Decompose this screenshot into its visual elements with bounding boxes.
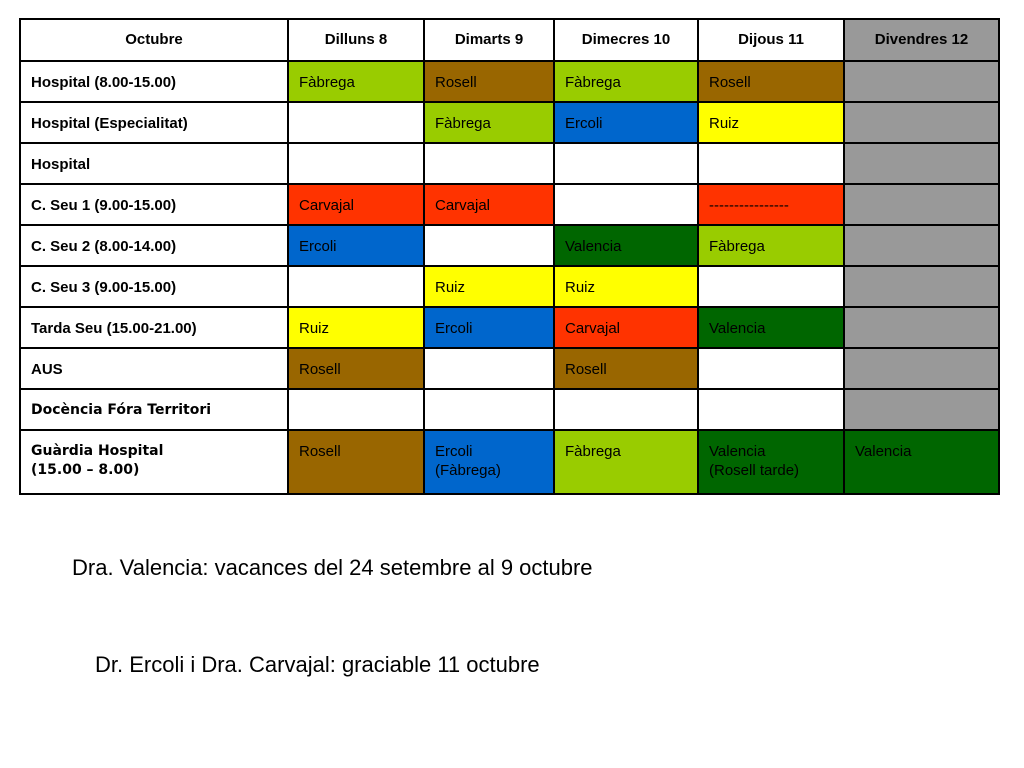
cell-monday	[288, 143, 424, 184]
cell-thursday: Valencia (Rosell tarde)	[698, 430, 844, 494]
cell-friday	[844, 102, 999, 143]
row-label: Guàrdia Hospital (15.00 – 8.00)	[20, 430, 288, 494]
cell-wednesday: Rosell	[554, 348, 698, 389]
row-label: C. Seu 1 (9.00-15.00)	[20, 184, 288, 225]
cell-monday: Carvajal	[288, 184, 424, 225]
header-wednesday: Dimecres 10	[554, 19, 698, 61]
cell-monday: Rosell	[288, 348, 424, 389]
cell-friday	[844, 225, 999, 266]
header-friday: Divendres 12	[844, 19, 999, 61]
cell-thursday: Valencia	[698, 307, 844, 348]
header-month: Octubre	[20, 19, 288, 61]
row-label: C. Seu 2 (8.00-14.00)	[20, 225, 288, 266]
vacation-note: Dra. Valencia: vacances del 24 setembre al 9 octubre	[72, 555, 593, 580]
cell-wednesday: Ercoli	[554, 102, 698, 143]
cell-friday	[844, 184, 999, 225]
cell-tuesday: Fàbrega	[424, 102, 554, 143]
cell-tuesday: Rosell	[424, 61, 554, 102]
table-row	[20, 389, 999, 430]
cell-monday: Ercoli	[288, 225, 424, 266]
row-label: AUS	[20, 348, 288, 389]
cell-thursday: ----------------	[698, 184, 844, 225]
cell-friday	[844, 143, 999, 184]
cell-thursday: Fàbrega	[698, 225, 844, 266]
cell-wednesday	[554, 389, 698, 430]
cell-tuesday	[424, 389, 554, 430]
table-row	[20, 348, 999, 389]
table-row	[20, 430, 999, 494]
cell-thursday	[698, 143, 844, 184]
cell-tuesday	[424, 225, 554, 266]
row-label: Tarda Seu (15.00-21.00)	[20, 307, 288, 348]
cell-monday: Rosell	[288, 430, 424, 494]
cell-wednesday	[554, 143, 698, 184]
cell-tuesday: Carvajal	[424, 184, 554, 225]
row-label: C. Seu 3 (9.00-15.00)	[20, 266, 288, 307]
cell-wednesday	[554, 184, 698, 225]
header-row	[20, 19, 999, 61]
table-body	[20, 61, 999, 494]
cell-monday	[288, 102, 424, 143]
row-label: Hospital	[20, 143, 288, 184]
table-row	[20, 184, 999, 225]
cell-wednesday: Carvajal	[554, 307, 698, 348]
cell-thursday: Ruiz	[698, 102, 844, 143]
cell-tuesday: Ercoli (Fàbrega)	[424, 430, 554, 494]
cell-tuesday: Ercoli	[424, 307, 554, 348]
cell-wednesday: Valencia	[554, 225, 698, 266]
cell-tuesday	[424, 348, 554, 389]
cell-friday	[844, 307, 999, 348]
cell-thursday	[698, 266, 844, 307]
cell-friday: Valencia	[844, 430, 999, 494]
table-row	[20, 143, 999, 184]
table-row	[20, 102, 999, 143]
table-row	[20, 61, 999, 102]
row-label: Hospital (Especialitat)	[20, 102, 288, 143]
table-row	[20, 266, 999, 307]
cell-friday	[844, 61, 999, 102]
cell-wednesday: Ruiz	[554, 266, 698, 307]
schedule-table	[19, 18, 1000, 495]
cell-wednesday: Fàbrega	[554, 430, 698, 494]
table-row	[20, 307, 999, 348]
cell-thursday	[698, 389, 844, 430]
header-tuesday: Dimarts 9	[424, 19, 554, 61]
cell-monday	[288, 266, 424, 307]
cell-friday	[844, 266, 999, 307]
cell-monday: Fàbrega	[288, 61, 424, 102]
cell-tuesday	[424, 143, 554, 184]
row-label: Hospital (8.00-15.00)	[20, 61, 288, 102]
cell-friday	[844, 348, 999, 389]
cell-friday	[844, 389, 999, 430]
cell-thursday	[698, 348, 844, 389]
cell-monday: Ruiz	[288, 307, 424, 348]
row-label: Docència Fóra Territori	[20, 389, 288, 430]
table-row	[20, 225, 999, 266]
graciable-note: Dr. Ercoli i Dra. Carvajal: graciable 11 octubre	[95, 652, 540, 677]
header-thursday: Dijous 11	[698, 19, 844, 61]
cell-wednesday: Fàbrega	[554, 61, 698, 102]
cell-monday	[288, 389, 424, 430]
cell-tuesday: Ruiz	[424, 266, 554, 307]
header-monday: Dilluns 8	[288, 19, 424, 61]
cell-thursday: Rosell	[698, 61, 844, 102]
